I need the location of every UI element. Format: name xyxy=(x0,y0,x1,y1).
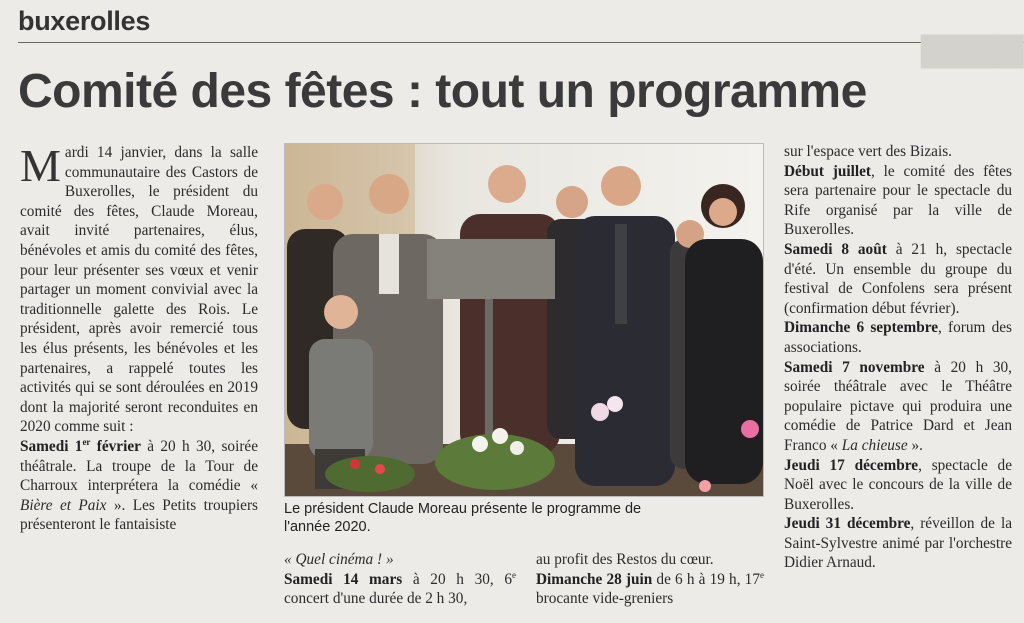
column-2b xyxy=(536,550,764,609)
event-paragraph: Samedi 1er février à 20 h 30, soirée théâtrale. La troupe de la Tour de Charroux interprétera la comédie « Bière et Paix ». Les Petits troupiers présenteront le fantaisiste xyxy=(20,436,259,534)
article-headline: Comité des fêtes : tout un programme xyxy=(18,65,867,118)
drop-cap: M xyxy=(20,140,61,191)
section-rule xyxy=(18,42,1024,43)
section-title: buxerolles xyxy=(18,6,151,36)
continued-text: au profit des Restos du cœur. xyxy=(536,551,714,568)
article-photo xyxy=(284,143,764,497)
event-paragraph: Samedi 14 mars à 20 h 30, 6e concert d'une durée de 2 h 30, xyxy=(284,569,516,608)
event-date: Début juillet xyxy=(784,162,871,180)
bleed-through-text: ▇▇▇▇ xyxy=(921,31,1024,67)
event-date: Samedi 7 novembre xyxy=(784,358,925,376)
show-title: « Quel cinéma ! » xyxy=(284,551,394,568)
column-2a xyxy=(284,550,516,609)
event-date: Samedi 8 août xyxy=(784,240,887,258)
column-1 xyxy=(20,140,259,535)
event-date: Dimanche 6 septembre xyxy=(784,319,939,337)
event-paragraph: Jeudi 31 décembre, réveillon de la Saint-Sylvestre animé par l'orchestre Didier Arnaud. xyxy=(784,515,1012,572)
photo-illustration xyxy=(285,144,763,496)
continued-text: sur l'espace vert des Bizais. xyxy=(784,143,952,160)
event-date: Jeudi 17 décembre xyxy=(784,456,919,474)
event-paragraph: Samedi 7 novembre à 20 h 30, soirée théâtrale avec le Théâtre populaire pictave qui produira une comédie de Patrice Dard et Jean Franco « La chieuse ». xyxy=(784,358,1013,454)
event-date: Dimanche 28 juin xyxy=(536,570,653,588)
photo-caption: Le président Claude Moreau présente le programme de l'année 2020. xyxy=(284,501,642,535)
event-date: Jeudi 31 décembre xyxy=(784,515,911,533)
event-paragraph: Début juillet, le comité des fêtes sera partenaire pour le spectacle du Rife organisé par la ville de Buxerolles. xyxy=(784,162,1012,239)
event-date: Samedi 1er février xyxy=(20,436,141,455)
column-3 xyxy=(784,142,1012,573)
event-date: Samedi 14 mars xyxy=(284,570,403,588)
event-paragraph: Jeudi 17 décembre, spectacle de Noël avec le concours de la ville de Buxerolles. xyxy=(784,456,1012,513)
intro-text: ardi 14 janvier, dans la salle communautaire des Castors de Buxerolles, le président du comité des fêtes, Claude Moreau, avait invité partenaires, élus, bénévoles et amis du comité des fêtes, pour leur présenter ses vœux et venir partager un moment convivial avec la traditionnelle galette des Rois. Le président, après avoir remercié tous les élus présents, les bénévoles et les partenaires, a rappelé toutes les activités qui se sont déroulées en 2019 dont la majorité seront reconduites en 2020 comme suit : xyxy=(20,144,258,436)
event-paragraph: Samedi 8 août à 21 h, spectacle d'été. Un ensemble du groupe du festival de Confolens sera présent (confirmation début février). xyxy=(784,240,1013,317)
event-paragraph: Dimanche 28 juin de 6 h à 19 h, 17e brocante vide-greniers xyxy=(536,569,764,608)
event-paragraph: Dimanche 6 septembre, forum des associations. xyxy=(784,319,1013,356)
intro-paragraph xyxy=(20,140,258,437)
